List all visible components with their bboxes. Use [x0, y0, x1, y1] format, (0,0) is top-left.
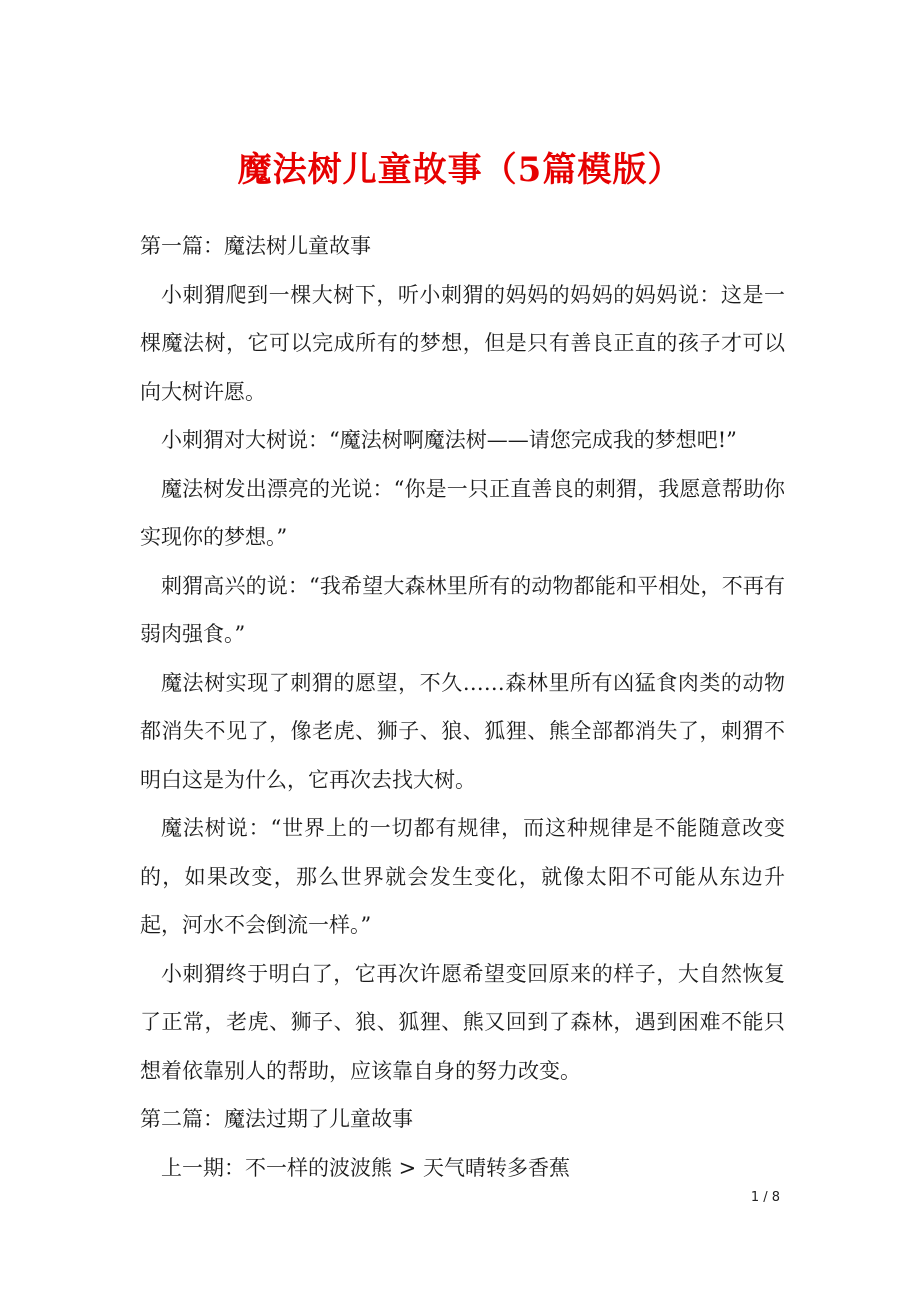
body-paragraph: 魔法树实现了刺猬的愿望，不久……森林里所有凶猛食肉类的动物都消失不见了，像老虎、狮子、狼、狐狸、熊全部都消失了，刺猬不明白这是为什么，它再次去找大树。: [140, 670, 785, 792]
page-number: 1 / 8: [750, 1190, 780, 1205]
body-paragraph: 魔法树说：“世界上的一切都有规律，而这种规律是不能随意改变的，如果改变，那么世界就会发生变化，就像太阳不可能从东边升起，河水不会倒流一样。”: [140, 816, 785, 937]
body-paragraph: 小刺猬对大树说：“魔法树啊魔法树——请您完成我的梦想吧!”: [161, 428, 737, 452]
body-paragraph: 小刺猬爬到一棵大树下，听小刺猬的妈妈的妈妈的妈妈说：这是一棵魔法树，它可以完成所有的梦想，但是只有善良正直的孩子才可以向大树许愿。: [140, 282, 785, 404]
document-body: [140, 222, 785, 1192]
document-title: 魔法树儿童故事（5篇模版）: [237, 150, 683, 190]
body-paragraph: 小刺猬终于明白了，它再次许愿希望变回原来的样子，大自然恢复了正常，老虎、狮子、狼、狐狸、熊又回到了森林，遇到困难不能只想着依靠别人的帮助，应该靠自身的努力改变。: [140, 961, 785, 1083]
body-paragraph: 魔法树发出漂亮的光说：“你是一只正直善良的刺猬，我愿意帮助你实现你的梦想。”: [140, 476, 785, 549]
body-paragraph: 上一期：不一样的波波熊 > 天气晴转多香蕉: [161, 1155, 570, 1180]
section-heading: 第一篇：魔法树儿童故事: [140, 234, 371, 258]
body-paragraph: 刺猬高兴的说：“我希望大森林里所有的动物都能和平相处，不再有弱肉强食。”: [140, 573, 785, 646]
section-heading: 第二篇：魔法过期了儿童故事: [140, 1107, 413, 1131]
